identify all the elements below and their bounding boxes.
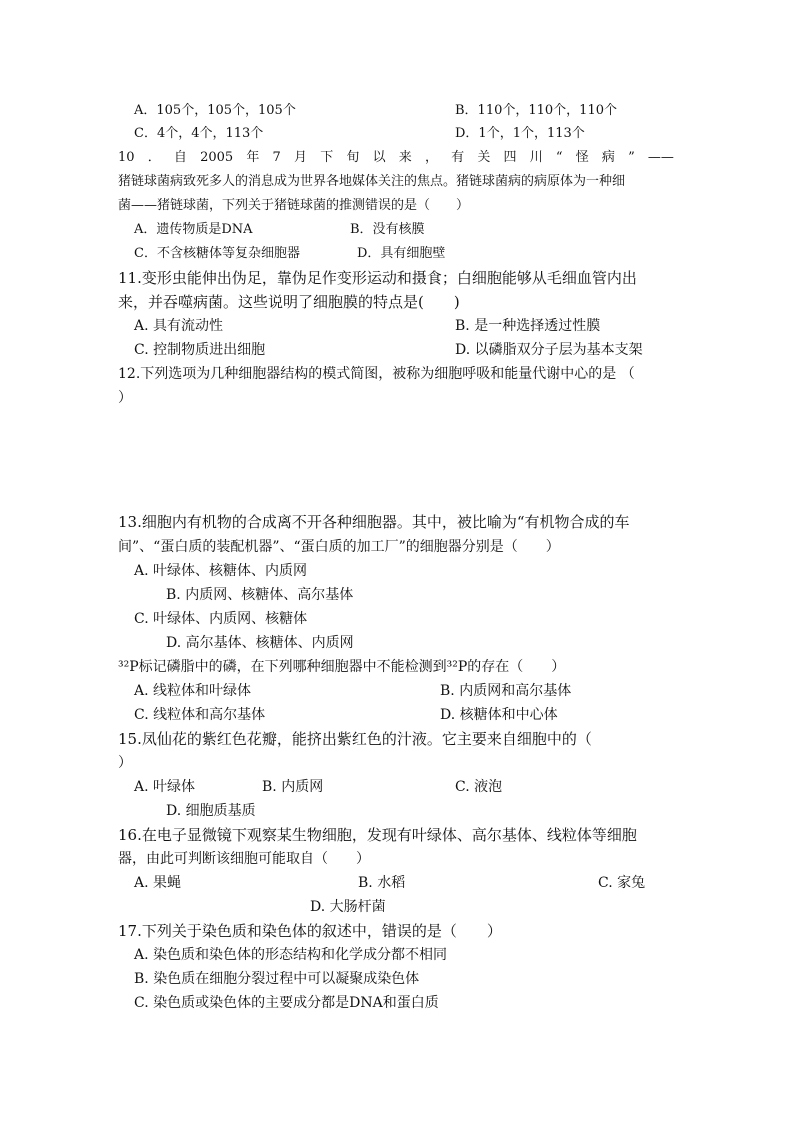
q10-token: 自 <box>173 150 187 165</box>
q10-token: 旬 <box>346 150 360 165</box>
q11-option-c: C. 控制物质进出细胞 <box>134 342 266 358</box>
q11-line2: 来，并吞噬病菌。这些说明了细胞膜的特点是( ) <box>118 293 460 311</box>
q10-token: 下 <box>320 150 334 165</box>
q10-line2: 猪链球菌病致死多人的消息成为世界各地媒体关注的焦点。猪链球菌病的病原体为一种细 <box>118 174 626 189</box>
q10-token: 来 <box>398 150 412 165</box>
q10-line1 <box>118 148 674 168</box>
q14-option-c: C. 线粒体和高尔基体 <box>134 707 266 723</box>
q10-token: 以 <box>372 150 386 165</box>
q11-option-d: D. 以磷脂双分子层为基本支架 <box>455 342 643 358</box>
q15-option-a: A. 叶绿体 <box>134 779 196 795</box>
q15-option-d: D. 细胞质基质 <box>166 803 256 819</box>
q10-token: 年 <box>246 150 260 165</box>
q10-token: 病 <box>601 150 615 165</box>
q9-option-b: B．110个，110个，110个 <box>455 103 617 118</box>
q13-option-c: C. 叶绿体、内质网、核糖体 <box>134 611 308 627</box>
q11-option-a: A. 具有流动性 <box>134 318 224 334</box>
q10-token: 四 <box>503 150 517 165</box>
q15-line1: 15.凤仙花的紫红色花瓣，能挤出紫红色的汁液。它主要来自细胞中的（ <box>118 730 592 748</box>
q16-option-c: C. 家兔 <box>598 875 646 891</box>
q10-token: —— <box>647 150 674 165</box>
q13-option-b: B. 内质网、核糖体、高尔基体 <box>166 587 354 603</box>
q14-option-b: B. 内质网和高尔基体 <box>440 683 572 699</box>
q12-line1: 12.下列选项为几种细胞器结构的模式简图，被称为细胞呼吸和能量代谢中心的是 （ <box>118 366 635 382</box>
q10-token: 怪 <box>575 150 589 165</box>
q9-option-d: D．1个，1个，113个 <box>455 126 585 141</box>
q16-option-b: B. 水稻 <box>358 875 406 891</box>
q16-line2: 器，由此可判断该细胞可能取自（ ） <box>118 851 370 867</box>
q12-line2: ） <box>118 390 132 406</box>
q10-token: 川 <box>529 150 543 165</box>
q10-option-c: C．不含核糖体等复杂细胞器 <box>134 246 300 261</box>
q17-option-c: C. 染色质或染色体的主要成分都是DNA和蛋白质 <box>134 995 439 1011</box>
q9-option-c: C．4个，4个，113个 <box>134 126 264 141</box>
q13-option-a: A. 叶绿体、核糖体、内质网 <box>134 563 308 579</box>
q17-option-a: A. 染色质和染色体的形态结构和化学成分都不相同 <box>134 947 448 963</box>
q17-option-b: B. 染色质在细胞分裂过程中可以凝聚成染色体 <box>134 971 420 987</box>
q10-token: ” <box>628 150 635 165</box>
q10-line3: 菌——猪链球菌，下列关于猪链球菌的推测错误的是（ ） <box>118 198 470 213</box>
q14-line1: ³²P标记磷脂中的磷，在下列哪种细胞器中不能检测到³²P的存在（ ） <box>118 659 566 675</box>
q11-line1: 11.变形虫能伸出伪足，靠伪足作变形运动和摄食；白细胞能够从毛细血管内出 <box>118 269 637 287</box>
q16-option-a: A. 果蝇 <box>134 875 182 891</box>
q14-option-d: D. 核糖体和中心体 <box>440 707 558 723</box>
q10-token: ． <box>147 150 161 165</box>
q10-token: 2005 <box>200 150 234 165</box>
q13-line2: 间”、“蛋白质的装配机器”、“蛋白质的加工厂”的细胞器分别是（ ） <box>118 539 560 555</box>
q17-line1: 17.下列关于染色质和染色体的叙述中，错误的是（ ） <box>118 922 502 940</box>
q16-option-d: D. 大肠杆菌 <box>310 899 386 915</box>
q11-option-b: B. 是一种选择透过性膜 <box>455 318 601 334</box>
q10-option-a: A．遗传物质是DNA <box>134 222 253 237</box>
q16-line1: 16.在电子显微镜下观察某生物细胞，发现有叶绿体、高尔基体、线粒体等细胞 <box>118 826 637 844</box>
q10-token: 10 <box>118 150 135 165</box>
q14-option-a: A. 线粒体和叶绿体 <box>134 683 252 699</box>
q10-token: 月 <box>294 150 308 165</box>
q10-option-d: D．具有细胞壁 <box>357 246 446 261</box>
q15-option-c: C. 液泡 <box>455 779 503 795</box>
q10-token: 7 <box>272 150 281 165</box>
q15-option-b: B. 内质网 <box>262 779 324 795</box>
q10-option-b: B．没有核膜 <box>350 222 425 237</box>
q10-token: 有 <box>451 150 465 165</box>
q9-option-a: A．105个，105个，105个 <box>134 103 296 118</box>
q13-line1: 13.细胞内有机物的合成离不开各种细胞器。其中，被比喻为“有机物合成的车 <box>118 513 630 531</box>
q10-token: “ <box>555 150 563 165</box>
q10-token: ， <box>424 150 438 165</box>
q13-option-d: D. 高尔基体、核糖体、内质网 <box>166 635 354 651</box>
q15-line2: ） <box>118 755 132 771</box>
q10-token: 关 <box>477 150 491 165</box>
